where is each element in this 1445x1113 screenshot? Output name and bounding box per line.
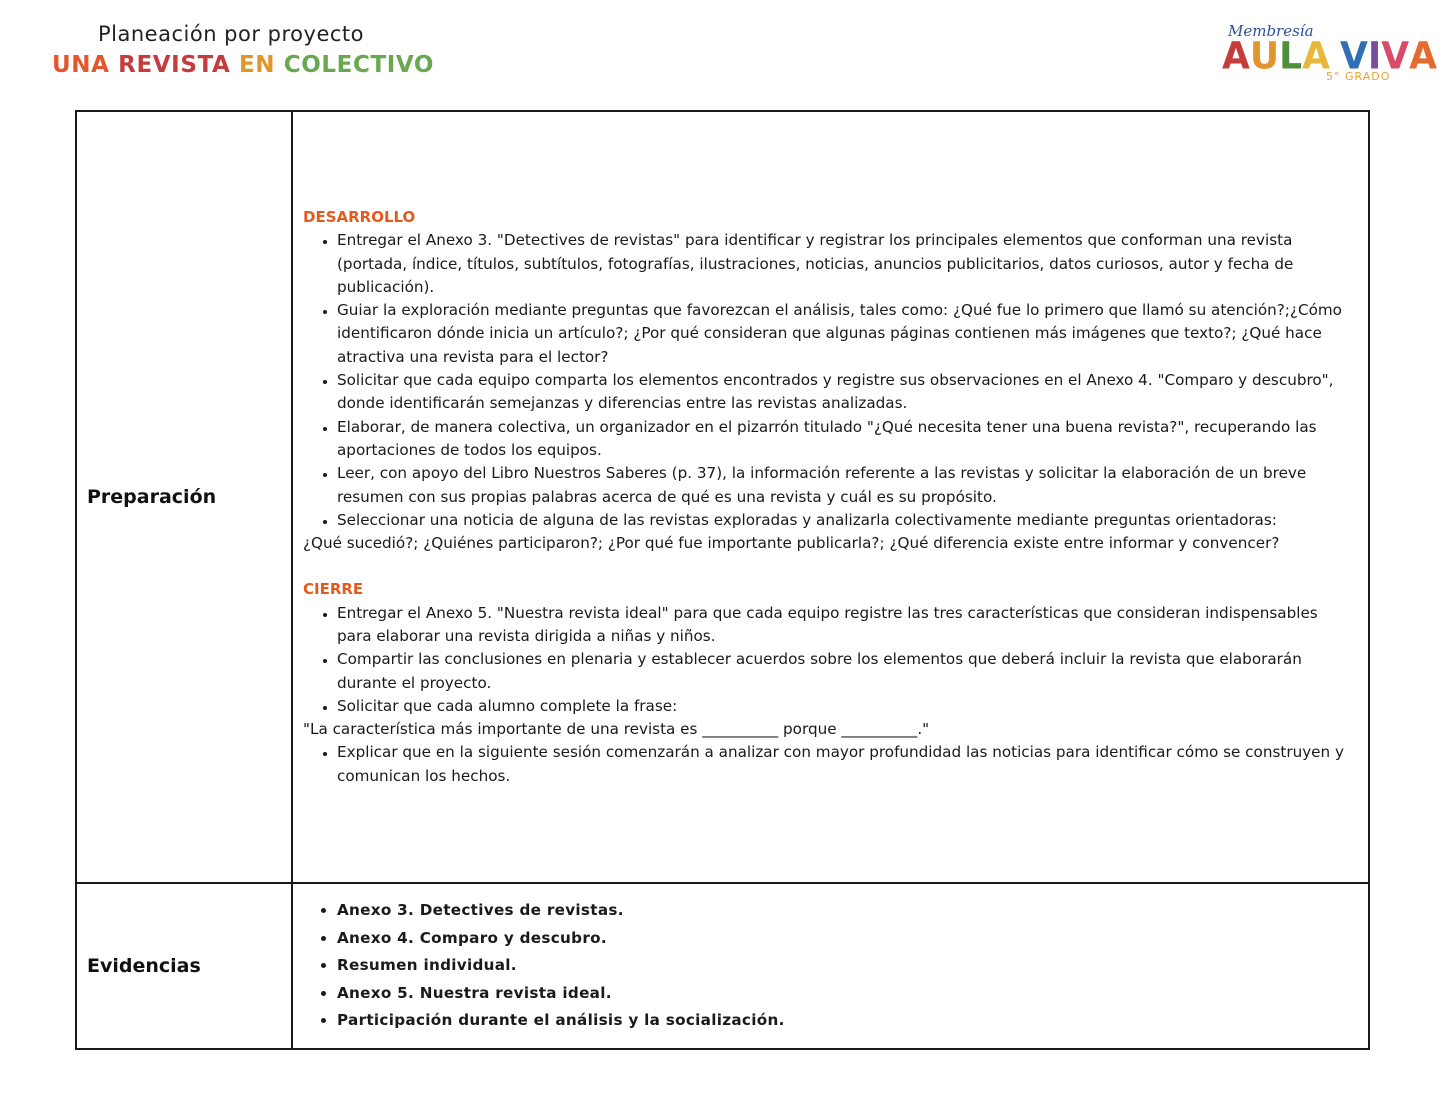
list-item: • Elaborar, de manera colectiva, un organizador en el pizarrón titulado "¿Qué necesita tener una buena revista?", recuperando las aportaciones de todos los equipos. (337, 416, 1356, 463)
section-heading-desarrollo: DESARROLLO (303, 207, 416, 226)
logo-letter: A (1409, 34, 1437, 79)
title-word: EN (239, 52, 284, 78)
cierre-list-after (303, 741, 1356, 788)
title-word: REVISTA (118, 52, 239, 78)
logo-letter: A (1302, 34, 1330, 79)
title-word: COLECTIVO (283, 52, 435, 78)
list-item: • Compartir las conclusiones en plenaria y establecer acuerdos sobre los elementos que deberá incluir la revista que elaborarán durante el proyecto. (337, 648, 1356, 695)
row-label-preparacion: Preparación (76, 111, 292, 883)
list-item: • Anexo 3. Detectives de revistas. (337, 897, 1356, 925)
list-item: • Solicitar que cada alumno complete la frase: (337, 695, 1356, 718)
aula-viva-logo (1222, 22, 1437, 92)
completion-phrase: "La característica más importante de una revista es __________ porque __________." (303, 720, 930, 739)
list-item: • Resumen individual. (337, 952, 1356, 980)
preparacion-content (292, 111, 1369, 883)
logo-letter: V (1381, 34, 1410, 79)
list-item: • Entregar el Anexo 5. "Nuestra revista ideal" para que cada equipo registre las tres características que consideran indispensables para elaborar una revista dirigida a niñas y niños. (337, 602, 1356, 649)
logo-letter: L (1279, 34, 1303, 79)
cierre-list (303, 602, 1356, 718)
list-item: • Explicar que en la siguiente sesión comenzarán a analizar con mayor profundidad las noticias para identificar cómo se construyen y comunican los hechos. (337, 741, 1356, 788)
logo-membresia-script: Membresía (1228, 22, 1314, 40)
title-word: UNA (52, 52, 119, 78)
list-item: • Entregar el Anexo 3. "Detectives de revistas" para identificar y registrar los principales elementos que conforman una revista (portada, índice, títulos, subtítulos, fotografías, ilustraciones, noticias, anuncios publicitarios, datos curiosos, autor y fecha de publicación). (337, 229, 1356, 299)
list-item: • Guiar la exploración mediante preguntas que favorezcan el análisis, tales como: ¿Qué fue lo primero que llamó su atención?;¿Cómo identificaron dónde inicia un artículo?; ¿Por qué consideran que algunas páginas contienen más imágenes que texto?; ¿Qué hace atractiva una revista para el lector? (337, 299, 1356, 369)
planning-table (75, 110, 1370, 1050)
evidencias-content (292, 883, 1369, 1049)
logo-letter: V (1339, 34, 1368, 79)
logo-letter: A (1222, 34, 1250, 79)
table-row (76, 111, 1369, 883)
list-item: • Anexo 5. Nuestra revista ideal. (337, 980, 1356, 1008)
row-label-evidencias: Evidencias (76, 883, 292, 1049)
desarrollo-list (303, 229, 1356, 532)
logo-letter: I (1367, 34, 1382, 79)
list-item: • Participación durante el análisis y la socialización. (337, 1007, 1356, 1035)
section-heading-cierre: CIERRE (303, 580, 364, 599)
guiding-questions: ¿Qué sucedió?; ¿Quiénes participaron?; ¿Por qué fue importante publicarla?; ¿Qué diferencia existe entre informar y convencer? (303, 534, 1280, 553)
logo-grade: 5° GRADO (1326, 70, 1391, 83)
document-title (52, 52, 434, 78)
list-item: • Leer, con apoyo del Libro Nuestros Saberes (p. 37), la información referente a las revistas y solicitar la elaboración de un breve resumen con sus propias palabras acerca de qué es una revista y cuál es su propósito. (337, 462, 1356, 509)
table-row (76, 883, 1369, 1049)
list-item: • Anexo 4. Comparo y descubro. (337, 925, 1356, 953)
list-item: • Seleccionar una noticia de alguna de las revistas exploradas y analizarla colectivamente mediante preguntas orientadoras: (337, 509, 1356, 532)
list-item: • Solicitar que cada equipo comparta los elementos encontrados y registre sus observaciones en el Anexo 4. "Comparo y descubro", donde identificarán semejanzas y diferencias entre las revistas analizadas. (337, 369, 1356, 416)
evidencias-list (303, 897, 1356, 1035)
document-subtitle: Planeación por proyecto (98, 22, 364, 46)
logo-letter: U (1249, 34, 1280, 79)
